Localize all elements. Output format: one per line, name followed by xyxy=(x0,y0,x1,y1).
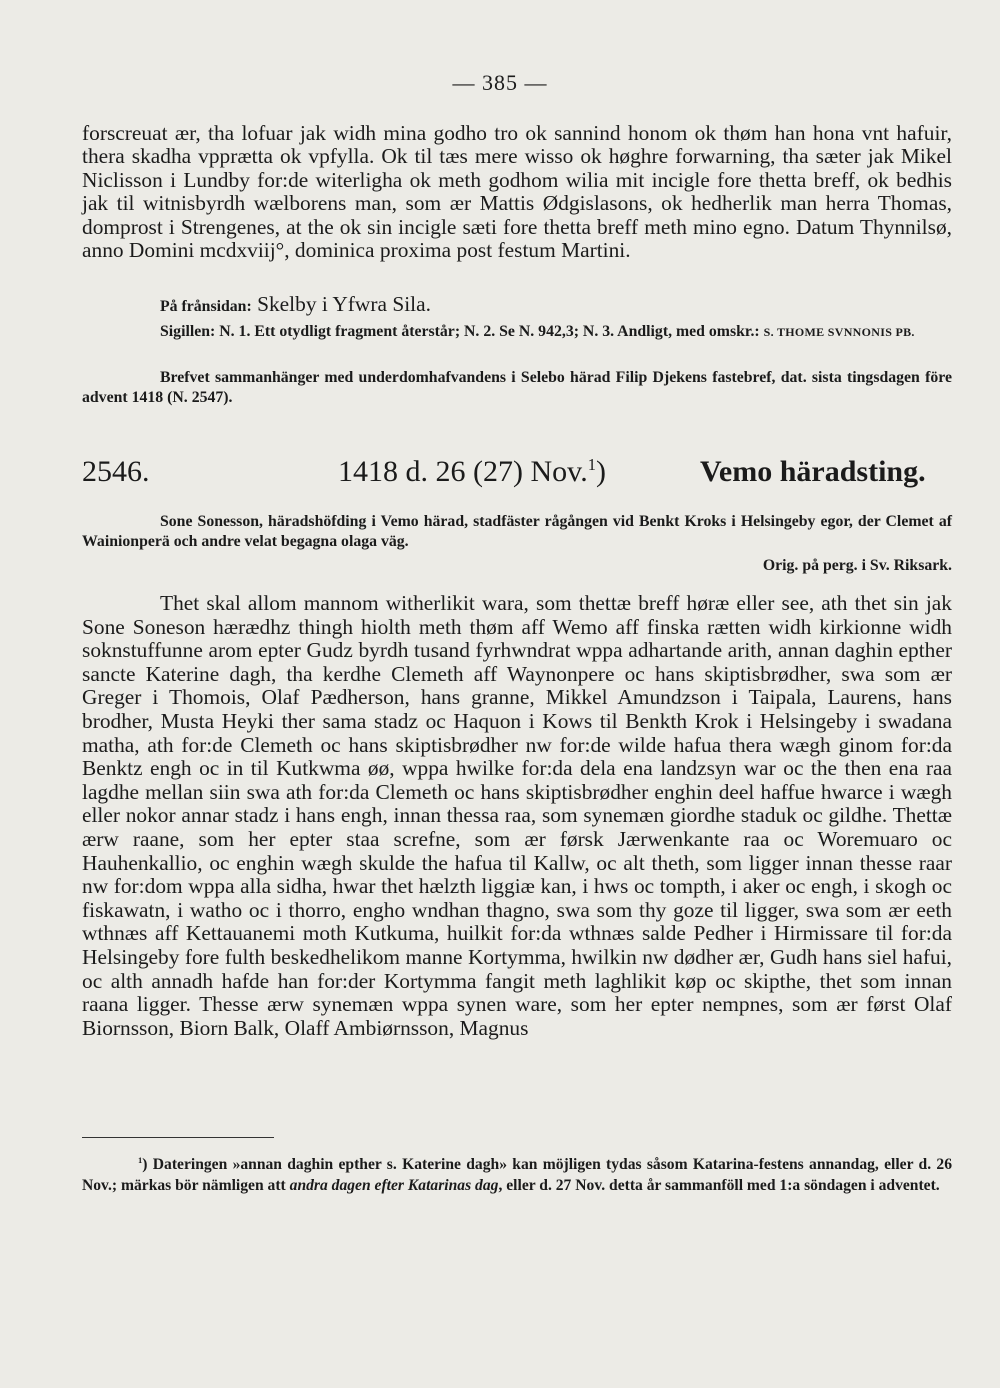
page-number: — 385 — xyxy=(452,70,548,95)
footnote-mark: 1 xyxy=(138,1154,143,1165)
entry-date: 1418 d. 26 (27) Nov.$^1$) xyxy=(338,455,606,488)
entry-heading xyxy=(82,452,960,492)
sigillen-note xyxy=(82,322,952,342)
entry-summary: Sone Sonesson, häradshöfding i Vemo härad, stadfäster rågången vid Benkt Kroks i Helsingeby egor, der Clemet af Wainionperä och andre velat begagna olaga väg. xyxy=(82,513,952,550)
fransidan-line xyxy=(82,292,952,317)
entry-source: Orig. på perg. i Sv. Riksark. xyxy=(762,557,952,574)
continuation-paragraph: forscreuat ær, tha lofuar jak widh mina godho tro ok sannind honom ok thøm han hona vnt hafuir, thera skadha vpprætta ok vpfylla. Ok til tæs mere wisso ok høghre forwarning, tha sæter jak Mikel Niclisson i Lundby for:de witerligha ok meth godhom wilia mit incigle fore thetta breff, ok bedhis jak til witnisbyrdh wælborens man, som ær Mattis Ødgislasons, ok hedherlik man herra Thomas, domprost i Strengenes, at the ok sin incigle sæti fore thetta breff meth mino egno. Datum Thynnilsø, anno Domini mcdxviij°, dominica proxima post festum Martini. xyxy=(82,121,952,263)
entry-place: Vemo häradsting. xyxy=(700,455,926,488)
fransidan-label: På frånsidan: xyxy=(160,298,252,315)
main-text: Thet skal allom mannom witherlikit wara, som thettæ breff høræ eller see, ath thet sin jak Sone Soneson hærædhz thingh hiolth meth thøm aff Wemo aff finska rætten widh kirkionne widh soknstuffunne arom epter Gudz byrdh tusand fyrhwndrat wppa adhartande arith, annan daghin epther sancte Katerine dagh, tha kerdhe Clemeth aff Waynonpere oc hans skiptisbrødher, swa som ær Greger i Thomois, Olaf Pædherson, hans granne, Mikkel Amundzson i Taipala, Laurens, hans brodher, Musta Heyki ther sama stadz oc Haquon i Kows til Benkth Krok i Helsingeby i swadana matha, ath for:de Clemeth oc hans skiptisbrødher nw for:de wilde hafua thera wægh ginom for:da Benktz engh oc in til Kutkwma øø, wppa hwilke for:da dela ena landzsyn war oc the then ena raa lagdhe mellan siin swa ath for:da Clemeth oc hans skiptisbrødher enghin deel haffue hwarce i wægh eller nokor annar stadz i hans engh, innan thessa raa, som synemæn giordhe staduk oc gildhe. Thettæ ærw raane, som her epter staa screfne, som ær førsk Jærwenkante raa oc Woremuaro oc Hauhenkallio, oc enghin wægh skulde the hafua til Kallw, oc alt theth, som ligger innan thesse raar nw for:dom wppa alla sidha, hwar thet hælzth liggiæ kan, i hws oc tompth, i aker oc engh, i skogh oc fiskawatn, i watho oc i thorro, engho wndhan thagno, swa som thy goze til ligger, swa som ær eeth wthnæs aff Kettauanemi moth Kutkuma, huilkit for:da wthnæs salde Pedher i Hirmissare til for:da Helsingeby fore fulth beskedhelikom manne Kortymma, hwilkin nw dødher ær, Gudh hans siel hafui, oc alth annadh hafde han for:der Kortymma fangit meth laghlikit køp oc skipthe, thet som innan raana ligger. Thesse ærw synemæn wppa synen ware, som her epter nempnes, som ær først Olaf Biornsson, Biorn Balk, Olaff Ambiørnsson, Magnus xyxy=(82,591,952,1040)
fransidan-text: Skelby i Yfwra Sila. xyxy=(257,292,431,316)
entry-number: 2546. xyxy=(82,455,150,488)
footnote-ref: 1 xyxy=(587,455,596,474)
sigillen-inscription: S. THOME SVNNONIS PB. xyxy=(763,325,915,339)
brefvet-note: Brefvet sammanhänger med underdomhafvandens i Selebo härad Filip Djekens fastebref, dat. sista tingsdagen före advent 1418 (N. 2547). xyxy=(82,369,952,406)
footnote: $^1$) Dateringen »annan daghin epther s. Katerine dagh» kan möjligen tydas såsom Katarina-festens annandag, eller d. 26 Nov.; märkas bör nämligen att andra dagen efter Katarinas dag, eller d. 27 Nov. detta år sammanföll med 1:a söndagen i adventet. xyxy=(82,1154,952,1194)
footnote-divider xyxy=(82,1137,274,1138)
sigillen-text: Sigillen: N. 1. Ett otydligt fragment återstår; N. 2. Se N. 942,3; N. 3. Andligt, med omskr.: xyxy=(160,323,760,340)
